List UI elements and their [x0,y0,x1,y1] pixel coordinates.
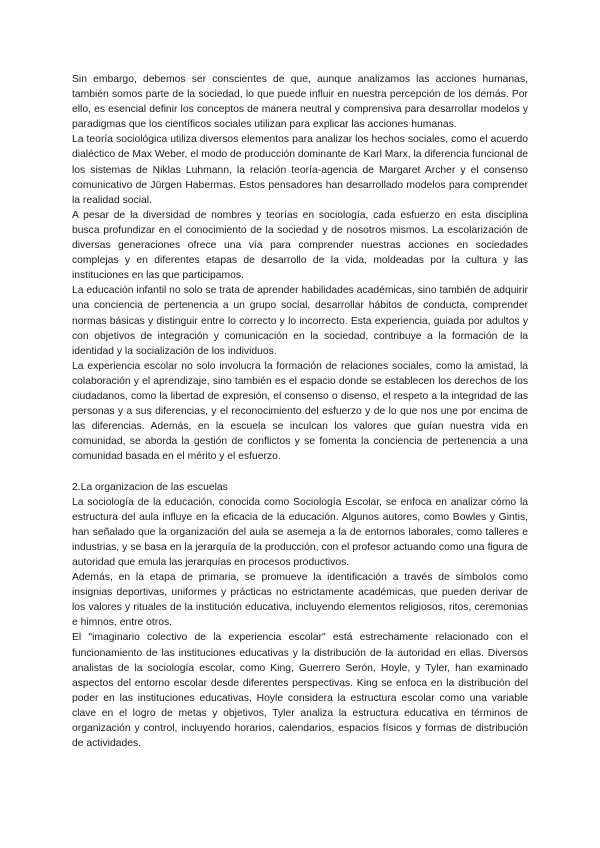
paragraph-spacer [72,464,528,479]
paragraph-sociology-of-education: La sociología de la educación, conocida como Sociología Escolar, se enfoca en analizar cómo la estructura del aula influye en la eficacia de la educación. Algunos autores, como Bowles y Gintis, han señalado que la organización del aula se asemeja a la de entornos laborales, como talleres e industrias, y se basa en la jerarquía de la producción, con el profesor actuando como una figura de autoridad que emula las jerarquías en procesos productivos. [72,496,528,568]
paragraph-diversity-of-theories: A pesar de la diversidad de nombres y teorías en sociología, cada esfuerzo en esta disciplina busca profundizar en el conocimiento de la sociedad y de nosotros mismos. La escolarización de diversas generaciones ofrece una vía para comprender nuestras acciones en sociedades complejas y en diferentes etapas de desarrollo de la vida, moldeadas por la cultura y las instituciones en las que participamos. [72,209,528,282]
section-heading: 2.La organizacion de las escuelas [72,481,228,493]
paragraph-early-education: La educación infantil no solo se trata de aprender habilidades académicas, sino también de adquirir una conciencia de pertenencia a un grupo social, desarrollar hábitos de conducta, comprender normas básicas y distinguir entre lo correcto y lo incorrecto. Esta experiencia, guiada por adultos y con objetivos de integración y comunicación en la sociedad, contribuye a la formación de la identidad y la socialización de los individuos. [72,285,528,357]
paragraph-primary-stage: Además, en la etapa de primaria, se promueve la identificación a través de símbolos como insignias deportivas, uniformes y prácticas no estrictamente académicas, que pueden derivar de los valores y rituales de la institución educativa, incluyendo elementos religiosos, ritos, ceremonias e himnos, entre otros. [72,572,528,629]
paragraph-collective-imaginary: El "imaginario colectivo de la experiencia escolar" está estrechamente relacionado con el funcionamiento de las instituciones educativas y la distribución de la autoridad en ellas. Diversos analistas de la sociología escolar, como King, Guerrero Serón, Hoyle, y Tyler, han examinado aspectos del entorno escolar desde diferentes perspectivas. King se enfoca en la distribución del poder en las instituciones educativas, Hoyle considera la estructura escolar como una variable clave en el logro de metas y objetivos, Tyler analiza la estructura educativa en términos de organización y control, incluyendo horarios, calendarios, espacios físicos y formas de distribución de actividades. [72,632,528,750]
paragraph-sociological-theory: La teoría sociológica utiliza diversos elementos para analizar los hechos sociales, como el acuerdo dialéctico de Max Weber, el modo de producción dominante de Karl Marx, la diferencia funcional de los sistemas de Niklas Luhmann, la relación teoría-agencia de Margaret Archer y el consenso comunicativo de Jürgen Habermas. Estos pensadores han desarrollado modelos para comprender la realidad social. [72,134,528,206]
document-page [72,72,528,751]
paragraph-school-experience: La experiencia escolar no solo involucra la formación de relaciones sociales, como la amistad, la colaboración y el aprendizaje, sino también es el espacio donde se establecen los derechos de los ciudadanos, como la libertad de expresión, el consenso o disenso, el respeto a la integridad de las personas y a sus diferencias, y el reconocimiento del esfuerzo y de lo que nos une por encima de las diferencias. Además, en la escuela se inculcan los valores que guían nuestra vida en comunidad, se aborda la gestión de conflictos y se fomenta la conciencia de pertenencia a una comunidad basada en el mérito y el esfuerzo. [72,360,528,463]
paragraph-perception: Sin embargo, debemos ser conscientes de que, aunque analizamos las acciones humanas, también somos parte de la sociedad, lo que puede influir en nuestra percepción de los demás. Por ello, es esencial definir los conceptos de manera neutral y comprensiva para desarrollar modelos y paradigmas que los científicos sociales utilizan para explicar las acciones humanas. [72,74,528,131]
